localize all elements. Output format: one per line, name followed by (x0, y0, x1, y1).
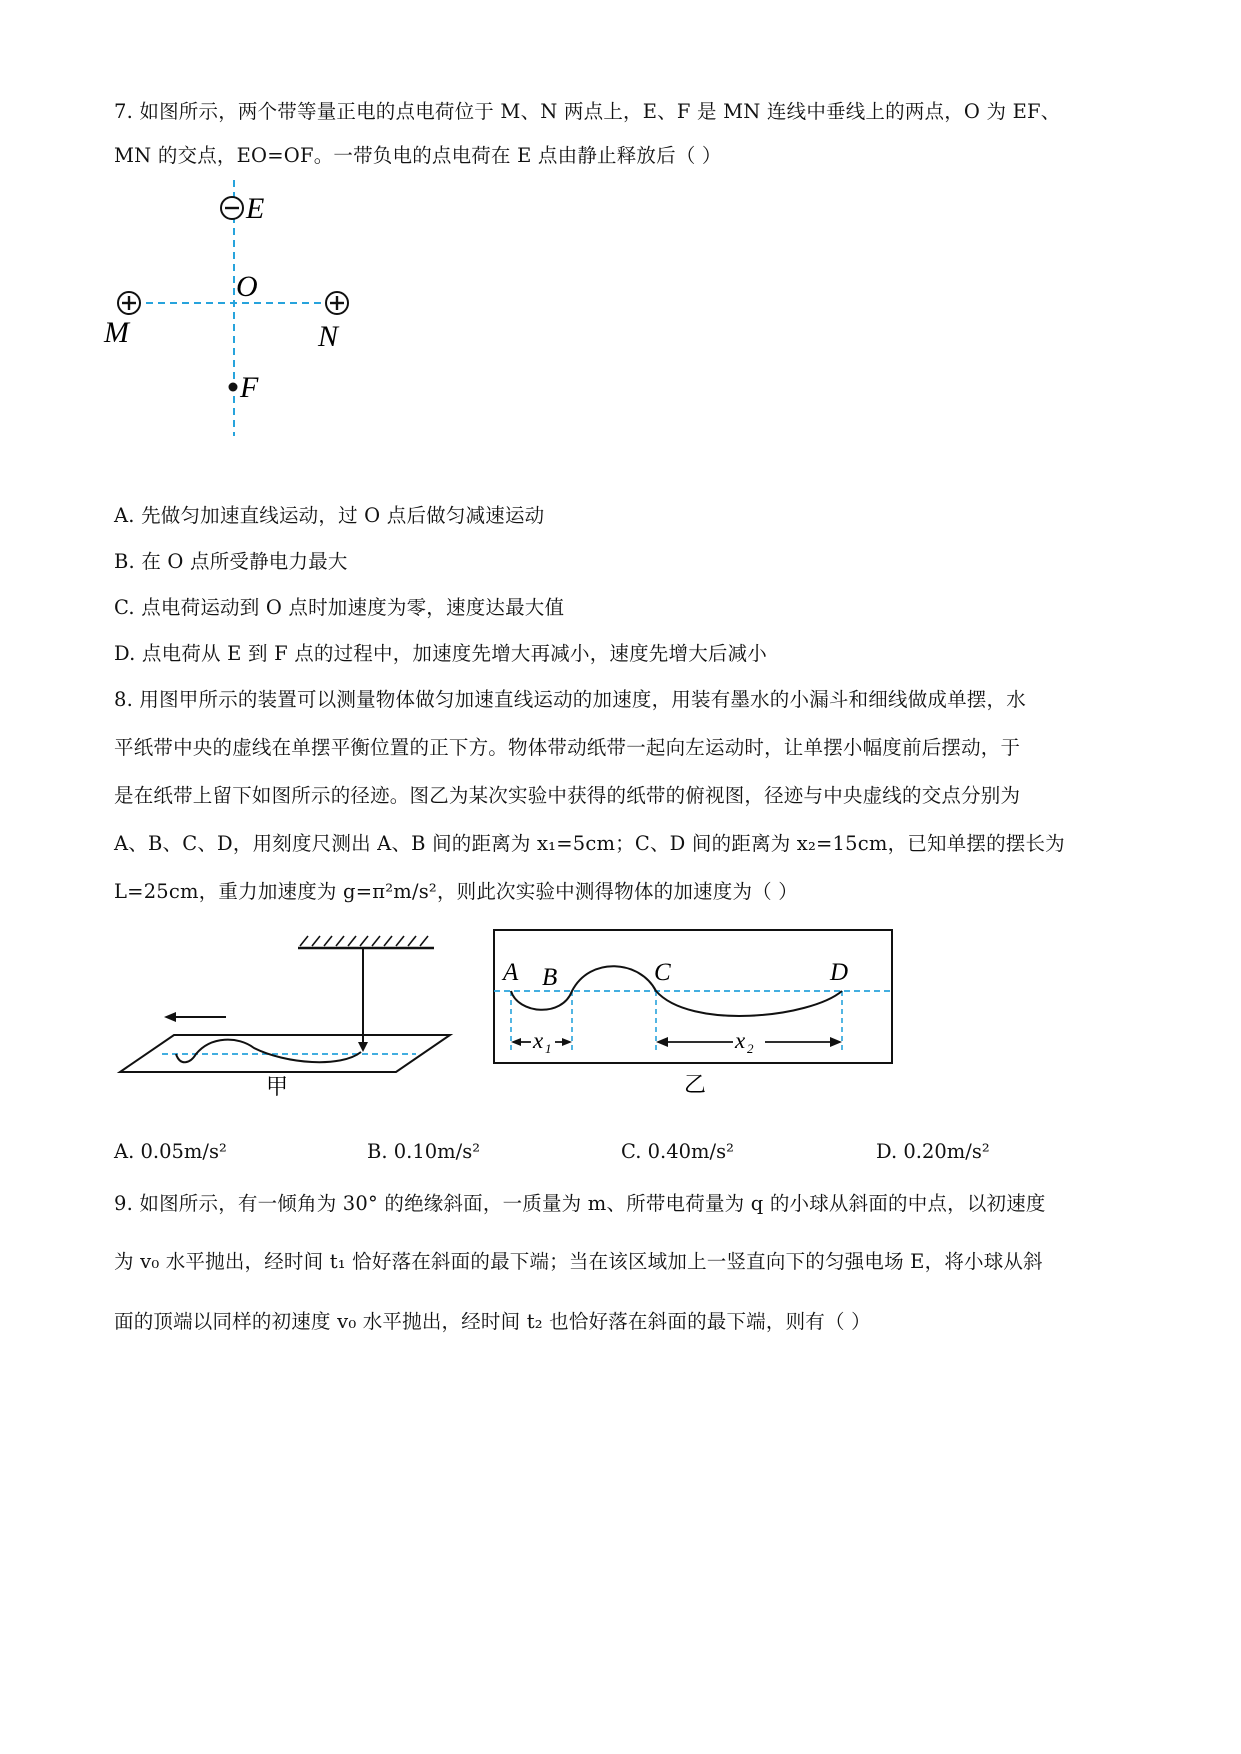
label-F: F (240, 371, 259, 404)
funnel (358, 1042, 368, 1052)
positive-charge-M (118, 292, 140, 314)
label-x1: x (533, 1028, 544, 1053)
q7-option-a: A. 先做匀加速直线运动，过 O 点后做匀减速运动 (114, 504, 545, 527)
q8-stem-line-1: 8. 用图甲所示的装置可以测量物体做匀加速直线运动的加速度，用装有墨水的小漏斗和细线做成单摆，水 (114, 688, 1026, 711)
q9-stem-line-2: 为 v₀ 水平抛出，经时间 t₁ 恰好落在斜面的最下端；当在该区域加上一竖直向下的匀强电场 E，将小球从斜 (114, 1250, 1043, 1273)
q8-option-d: D. 0.20m/s² (876, 1140, 990, 1163)
q7-option-d: D. 点电荷从 E 到 F 点的过程中，加速度先增大再减小，速度先增大后减小 (114, 642, 767, 665)
q9-stem-line-3: 面的顶端以同样的初速度 v₀ 水平抛出，经时间 t₂ 也恰好落在斜面的最下端，则有（ ） (114, 1310, 871, 1333)
q8-stem-line-3: 是在纸带上留下如图所示的径迹。图乙为某次实验中获得的纸带的俯视图，径迹与中央虚线的交点分别为 (114, 784, 1021, 807)
q7-stem-line-1: 7. 如图所示，两个带等量正电的点电荷位于 M、N 两点上，E、F 是 MN 连线中垂线上的两点，O 为 EF、 (114, 100, 1061, 123)
label-A: A (503, 959, 519, 986)
ink-trace (176, 1040, 361, 1063)
q7-figure (100, 178, 420, 440)
q8-stem-line-4: A、B、C、D，用刻度尺测出 A、B 间的距离为 x₁=5cm；C、D 间的距离为 x₂=15cm，已知单摆的摆长为 (114, 832, 1065, 855)
q8-option-b: B. 0.10m/s² (367, 1140, 481, 1163)
q8-stem-line-2: 平纸带中央的虚线在单摆平衡位置的正下方。物体带动纸带一起向左运动时，让单摆小幅度前后摆动，于 (114, 736, 1021, 759)
q8-figure-yi (490, 918, 900, 1098)
label-x1-sub: 1 (545, 1041, 552, 1056)
label-D: D (830, 959, 849, 986)
point-F (229, 383, 238, 392)
positive-charge-N (326, 292, 348, 314)
caption-jia: 甲 (266, 1075, 289, 1098)
label-C: C (654, 959, 671, 986)
q8-figure-jia (116, 918, 456, 1098)
label-M: M (104, 316, 129, 349)
caption-yi: 乙 (684, 1073, 707, 1098)
q7-stem-line-2: MN 的交点，EO=OF。一带负电的点电荷在 E 点由静止释放后（ ） (114, 144, 722, 167)
negative-charge-E (221, 197, 243, 219)
label-x2-sub: 2 (747, 1041, 754, 1056)
q7-option-c: C. 点电荷运动到 O 点时加速度为零，速度达最大值 (114, 596, 565, 619)
q8-option-a: A. 0.05m/s² (114, 1140, 227, 1163)
label-x2: x (735, 1028, 746, 1053)
q9-stem-line-1: 9. 如图所示，有一倾角为 30° 的绝缘斜面，一质量为 m、所带电荷量为 q 的小球从斜面的中点，以初速度 (114, 1192, 1046, 1215)
q8-stem-line-5: L=25cm，重力加速度为 g=π²m/s²，则此次实验中测得物体的加速度为（ ） (114, 880, 798, 903)
q8-option-c: C. 0.40m/s² (621, 1140, 734, 1163)
label-B: B (542, 964, 558, 991)
label-E: E (246, 192, 265, 225)
q7-option-b: B. 在 O 点所受静电力最大 (114, 550, 348, 573)
label-O: O (236, 270, 258, 303)
label-N: N (318, 320, 339, 353)
